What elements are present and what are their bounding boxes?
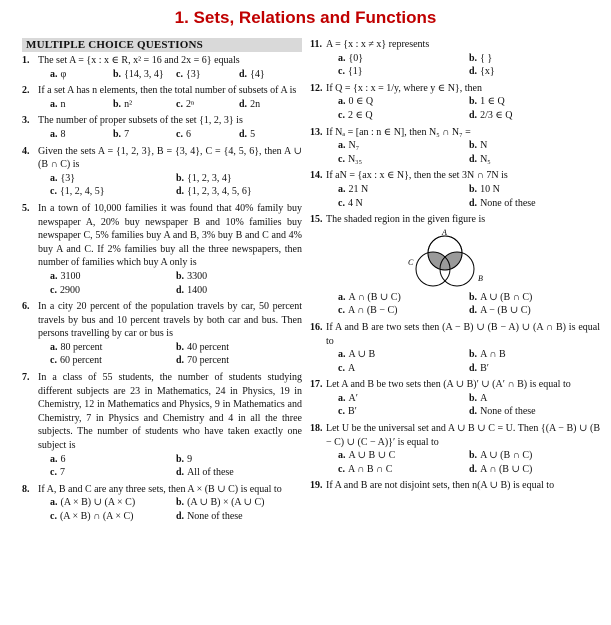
question-15 [310,213,600,321]
option-d: d. 2n [239,98,261,110]
option-label: c. [338,406,345,418]
options [310,449,600,476]
question-number: 12. [310,82,323,94]
option-label: a. [50,68,58,80]
question-text: 19. If A and B are not disjoint sets, then n(A ∪ B) is equal to [310,480,555,492]
option-a: a. A ∪ B [338,349,376,361]
question-11 [310,38,600,82]
option-label: c. [338,305,345,317]
options [310,139,600,166]
option-label: b. [469,392,478,404]
option-label: b. [176,341,185,353]
option-label: a. [50,453,58,465]
option-label: d. [239,98,248,110]
option-label: c. [176,68,183,80]
option-a: a. (A × B) ∪ (A × C) [50,497,136,509]
question-text: 16. If A and B are two sets then (A − B) ∪ (B − A) ∪ (A ∩ B) is equal to [310,321,600,347]
option-label: a. [50,497,58,509]
option-d: d. None of these [469,406,536,418]
option-d: d. {4} [239,68,265,80]
option-label: d. [469,153,478,165]
option-label: d. [239,128,248,140]
question-number: 7. [22,372,30,384]
question-number: 16. [310,321,323,333]
option-d: d. 1400 [176,284,208,296]
option-c: c. 4 N [338,197,363,209]
option-a: a. n [50,98,66,110]
option-c: c. 2 ∈ Q [338,109,373,121]
question-12 [310,82,600,126]
option-label: d. [176,284,185,296]
spacer [22,524,302,527]
option-a: a. 21 N [338,183,369,195]
option-c: c. A ∩ B ∩ C [338,463,393,475]
option-b: b. N [469,140,488,152]
option-label: d. [469,197,478,209]
option-d: d. None of these [176,511,243,522]
option-label: c. [338,362,345,374]
right-column [310,38,600,496]
left-column [22,38,302,527]
question-text: 17. Let A and B be two sets then (A ∪ B)′ ∪ (A′ ∩ B) is equal to [310,379,571,391]
question-number: 8. [22,483,30,495]
question-number: 15. [310,214,323,226]
option-d: d. 70 percent [176,355,229,367]
option-b: b. A ∩ B [469,349,506,361]
question-text: 13. If Nₐ = [an : n ∈ N], then N₅ ∩ N₇ = [310,126,471,138]
option-label: a. [50,341,58,353]
question-14 [310,169,600,213]
option-d: d. All of these [176,467,234,479]
question-number: 3. [22,115,30,127]
option-label: a. [338,450,346,462]
question-16 [310,321,600,378]
option-label: b. [113,98,122,110]
option-d: d. None of these [469,197,536,209]
option-a: a. φ [50,68,67,80]
option-label: b. [176,270,185,282]
question-17 [310,378,600,422]
option-label: d. [469,362,478,374]
question-8 [22,483,302,527]
options [22,68,302,82]
option-a: a. 3100 [50,270,81,282]
option-label: b. [176,172,185,184]
option-label: c. [338,66,345,78]
option-a: a. N₇ [338,140,360,152]
options [310,95,600,122]
option-label: d. [469,463,478,475]
option-b: b. 40 percent [176,341,229,353]
question-text: 11. A = {x : x ≠ x} represents [310,39,430,50]
option-c: c. 2900 [50,284,80,296]
option-label: d. [176,511,185,522]
option-label: a. [50,128,58,140]
option-b: b. (A ∪ B) × (A ∪ C) [176,497,265,509]
options [22,98,302,112]
option-c: c. 60 percent [50,355,102,367]
options [310,183,600,210]
option-label: b. [469,52,478,64]
option-label: c. [50,467,57,479]
option-a: a. 0 ∈ Q [338,96,374,108]
option-b: b. A ∪ (B ∩ C) [469,291,533,303]
venn-label-c: C [408,257,414,267]
option-c: c. {3} [176,68,201,80]
option-label: c. [338,463,345,475]
question-text: 14. If aN = {ax : x ∈ N}, then the set 3N ∩ 7N is [310,170,508,182]
options [22,341,302,368]
option-b: b. A [469,392,488,404]
question-number: 1. [22,55,30,66]
option-label: b. [469,96,478,108]
question-6 [22,300,302,371]
option-d: d. A ∩ (B ∪ C) [469,463,533,475]
option-d: d. {1, 2, 3, 4, 5, 6} [176,186,252,198]
question-7 [22,371,302,483]
question-text: 18. Let U be the universal set and A ∪ B ∪ C = U. Then {(A − B) ∪ (B − C) ∪ (C − A)}′ is equal to [310,423,600,448]
option-d: d. 5 [239,128,256,140]
options [22,453,302,480]
options [310,291,600,318]
question-18 [310,422,600,479]
option-label: c. [176,128,183,140]
option-label: a. [338,140,346,152]
option-c: c. N₃₅ [338,153,363,165]
question-1 [22,54,302,84]
spacer [310,493,600,496]
option-label: d. [176,467,185,479]
question-number: 19. [310,480,323,492]
option-b: b. 1 ∈ Q [469,96,505,108]
question-text: 8. If A, B and C are any three sets, then A × (B ∪ C) is equal to [22,483,282,495]
option-label: c. [50,511,57,522]
question-text: 15. The shaded region in the given figure is [310,214,486,226]
question-number: 17. [310,379,323,391]
option-label: b. [469,183,478,195]
option-b: b. {14, 3, 4} [113,68,164,80]
question-text: 1. The set A = {x : x ∈ R, x² = 16 and 2x = 6} equals [22,55,240,66]
question-text: 3. The number of proper subsets of the set {1, 2, 3} is [22,115,243,127]
option-c: c. 6 [176,128,191,140]
option-c: c. (A × B) ∩ (A × C) [50,511,134,522]
option-label: b. [113,68,122,80]
question-number: 2. [22,85,30,97]
option-label: c. [338,109,345,121]
options [22,128,302,142]
question-3 [22,114,302,144]
option-a: a. 80 percent [50,341,103,353]
question-19 [310,479,600,496]
question-4 [22,145,302,202]
option-label: d. [469,66,478,78]
option-label: b. [176,453,185,465]
option-label: a. [338,291,346,303]
option-b: b. { } [469,52,493,64]
option-a: a. {0} [338,52,364,64]
question-13 [310,126,600,170]
question-number: 4. [22,145,30,157]
option-label: c. [50,186,57,198]
option-label: a. [50,172,58,184]
option-label: b. [469,450,478,462]
option-c: c. 2ⁿ [176,98,195,110]
option-label: a. [338,96,346,108]
venn-label-b: B [478,273,483,283]
option-label: b. [469,291,478,303]
option-label: a. [338,183,346,195]
option-b: b. {1, 2, 3, 4} [176,172,232,184]
option-a: a. {3} [50,172,76,184]
option-label: a. [338,349,346,361]
option-a: a. A ∩ (B ∪ C) [338,291,401,303]
option-label: d. [176,186,185,198]
page-title: 1. Sets, Relations and Functions [174,8,437,27]
question-text: 2. If a set A has n elements, then the total number of subsets of A is [22,85,297,97]
option-c: c. {1} [338,66,363,78]
option-label: b. [469,140,478,152]
question-number: 11. [310,39,322,50]
question-number: 13. [310,126,323,138]
option-a: a. 8 [50,128,66,140]
question-2 [22,84,302,114]
options [310,348,600,375]
option-label: d. [469,109,478,121]
option-b: b. 7 [113,128,130,140]
question-number: 14. [310,170,323,182]
option-label: c. [50,284,57,296]
option-label: c. [50,355,57,367]
options [310,392,600,419]
question-text: 6. In a city 20 percent of the population travels by car, 50 percent travels by bus and 10 percent travels by both car and bus. Then persons travelling by car or bus is [22,301,302,340]
option-label: c. [176,98,183,110]
option-c: c. 7 [50,467,65,479]
option-label: d. [176,355,185,367]
option-a: a. 6 [50,453,66,465]
question-number: 6. [22,301,30,313]
option-label: b. [469,349,478,361]
option-d: d. 2/3 ∈ Q [469,109,513,121]
option-label: c. [338,153,345,165]
option-d: d. A − (B ∪ C) [469,305,531,317]
options [310,52,600,79]
question-text: 4. Given the sets A = {1, 2, 3}, B = {3, 4}, C = {4, 5, 6}, then A ∪ (B ∩ C) is [22,145,302,171]
question-number: 5. [22,202,30,214]
option-label: b. [113,128,122,140]
options [22,496,302,523]
option-label: b. [176,497,185,509]
option-label: a. [50,270,58,282]
option-c: c. {1, 2, 4, 5} [50,186,105,198]
option-label: a. [338,52,346,64]
option-d: d. B′ [469,362,489,374]
venn-diagram [380,229,510,291]
question-5 [22,202,302,300]
section-heading: MULTIPLE CHOICE QUESTIONS [22,38,302,52]
question-text: 7. In a class of 55 students, the number of students studying different subjects are 23 in Mathematics, 24 in Physics, 19 in Chemistry, 12 in Mathematics and Physics, 9 in Mathematics and Chemistry, 7 in Physics and Chemistry and 4 in all the three subjects. The number of students who have taken exactly one subject is [22,372,302,452]
option-label: a. [338,392,346,404]
option-a: a. A ∪ B ∪ C [338,450,396,462]
option-c: c. A ∩ (B − C) [338,305,398,317]
question-text: 5. In a town of 10,000 families it was found that 40% family buy newspaper A, 20% buy newspaper B and 10% families buy newspaper C, 5% families buy A and B, 3% buy B and C and 4% buy A and C. If 2% families buy all the three newspapers, then number of families which buy A only is [22,202,302,269]
option-d: d. N₅ [469,153,491,165]
option-b: b. 10 N [469,183,500,195]
venn-label-a: A [442,228,447,237]
option-label: a. [50,98,58,110]
option-d: d. {x} [469,66,495,78]
question-number: 18. [310,423,323,435]
option-b: b. A ∪ (B ∩ C) [469,450,533,462]
options [22,270,302,297]
option-b: b. 3300 [176,270,208,282]
option-label: d. [239,68,248,80]
options [22,172,302,199]
option-b: b. n² [113,98,133,110]
option-c: c. A [338,362,356,374]
option-c: c. B′ [338,406,357,418]
option-label: d. [469,406,478,418]
question-text: 12. If Q = {x : x = 1/y, where y ∈ N}, then [310,82,482,94]
option-label: d. [469,305,478,317]
option-b: b. 9 [176,453,193,465]
option-a: a. A′ [338,392,358,404]
option-label: c. [338,197,345,209]
